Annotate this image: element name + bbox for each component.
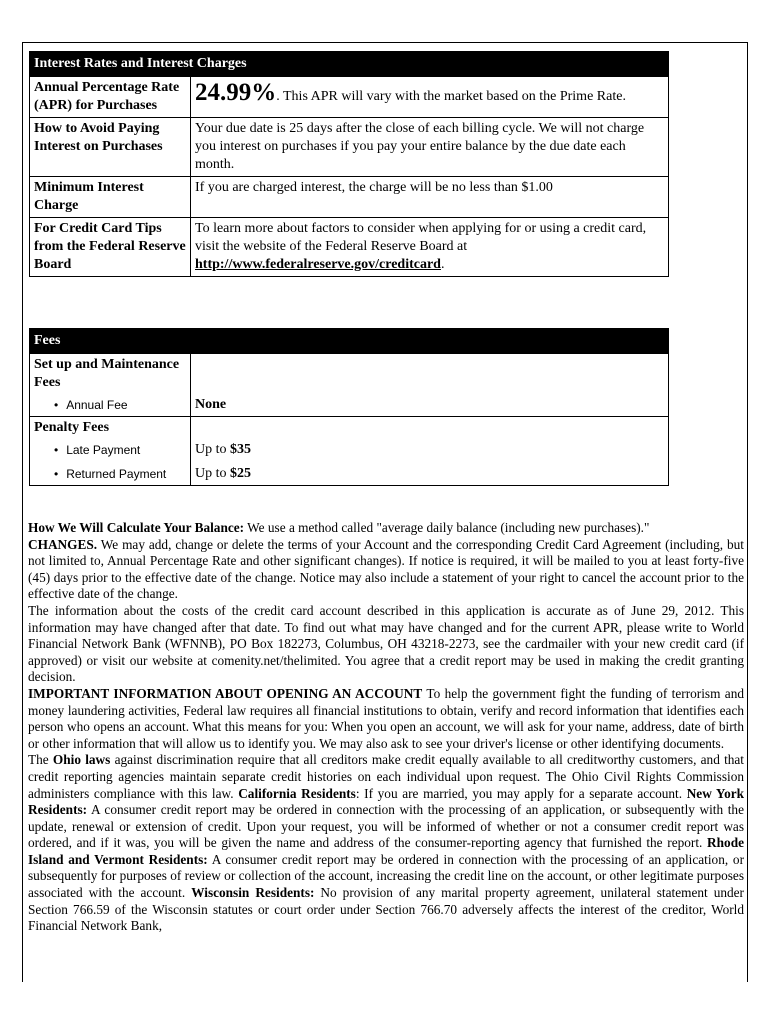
tips-cell [191, 218, 669, 277]
apr-label: Annual Percentage Rate (APR) for Purchases [30, 77, 191, 118]
returned-payment-label: • Returned Payment [34, 465, 186, 483]
min-interest-label: Minimum Interest Charge [30, 177, 191, 218]
penalty-fees-label: Penalty Fees [34, 420, 110, 435]
penalty-fees-values [191, 417, 669, 486]
fees-table [29, 328, 669, 486]
table-row [30, 77, 669, 118]
tips-end: . [440, 257, 445, 272]
apr-value: 24.99% [195, 79, 277, 106]
tips-text: To learn more about factors to consider when applying for or using a credit card, visit the website of the Federal Reserve Board at [195, 221, 647, 254]
balance-paragraph: How We Will Calculate Your Balance: We use a method called "average daily balance (including new purchases)." [28, 520, 650, 535]
late-payment-value: Up to $35 [195, 442, 251, 457]
setup-fees-label: Set up and Maintenance Fees [34, 357, 180, 390]
disclosure-text [28, 520, 744, 935]
penalty-fees-cell [30, 417, 191, 486]
fees-header: Fees [30, 329, 669, 354]
info-paragraph: The information about the costs of the credit card account described in this application is accurate as of June 29, 2012. This information may have changed after that date. To find out what may have changed and for the current APR, please write to World Financial Network Bank (WFNNB), PO Box 182273, Columbus, OH 43218-2273, see the cardmailer with your new credit card (if approved) or visit our website at comenity.net/thelimited. You agree that a credit report may be used in making the credit granting decision. [28, 602, 744, 685]
federal-reserve-link[interactable]: http://www.federalreserve.gov/creditcard [195, 257, 441, 272]
table-row [30, 177, 669, 218]
table-row [30, 218, 669, 277]
tips-label: For Credit Card Tips from the Federal Reserve Board [30, 218, 191, 277]
table-row [30, 354, 669, 417]
setup-fees-cell [30, 354, 191, 417]
avoid-interest-label: How to Avoid Paying Interest on Purchases [30, 118, 191, 177]
apr-cell [191, 77, 669, 118]
annual-fee-value: None [191, 354, 669, 417]
min-interest-text: If you are charged interest, the charge will be no less than $1.00 [191, 177, 669, 218]
state-laws-paragraph: The Ohio laws against discrimination require that all creditors make credit equally available to all creditworthy customers, and that credit reporting agencies maintain separate credit histories on each individual upon request. The Ohio Civil Rights Commission administers compliance with this law. California Residents: If you are married, you may apply for a separate account. New York Residents: A consumer credit report may be ordered in connection with the processing of an application, or subsequently with the update, renewal or extension of credit. Upon your request, you will be informed of whether or not a consumer credit report was ordered, and if it was, you will be given the name and address of the consumer-reporting agency that furnished the report. Rhode Island and Vermont Residents: A consumer credit report may be ordered in connection with the processing of an application, or subsequently for purposes of review or collection of the account, increasing the credit line on the account, or other legitimate purposes associated with the account. Wisconsin Residents: No provision of any marital property agreement, unilateral statement under Section 766.59 of the Wisconsin statutes or court order under Section 766.70 adversely affects the interest of the creditor, World Financial Network Bank, [28, 752, 745, 934]
apr-note: . This APR will vary with the market based on the Prime Rate. [276, 89, 626, 104]
table-row [30, 118, 669, 177]
important-paragraph: IMPORTANT INFORMATION ABOUT OPENING AN ACCOUNT To help the government fight the funding of terrorism and money laundering activities, Federal law requires all financial institutions to obtain, verify and record information that identifies each person who opens an account. What this means for you: When you open an account, we will ask for your name, address, date of birth or other information that will allow us to identify you. We may also ask to see your driver's license or other identifying documents. [28, 685, 744, 751]
avoid-interest-text: Your due date is 25 days after the close of each billing cycle. We will not charge you interest on purchases if you pay your entire balance by the due date each month. [191, 118, 669, 177]
interest-rates-header: Interest Rates and Interest Charges [30, 52, 669, 77]
late-payment-label: • Late Payment [34, 441, 186, 459]
table-row [30, 417, 669, 486]
returned-payment-value: Up to $25 [195, 466, 251, 481]
changes-paragraph: CHANGES. We may add, change or delete the terms of your Account and the corresponding Credit Card Agreement (including, but not limited to, Annual Percentage Rate and other significant changes). If notice is required, it will be mailed to you at least forty-five (45) days prior to the effective date of the change. Notice may also include a statement of your right to cancel the account prior to the effective date of the change. [28, 536, 744, 602]
annual-fee-label: • Annual Fee [34, 396, 186, 414]
interest-rates-table [29, 51, 669, 277]
